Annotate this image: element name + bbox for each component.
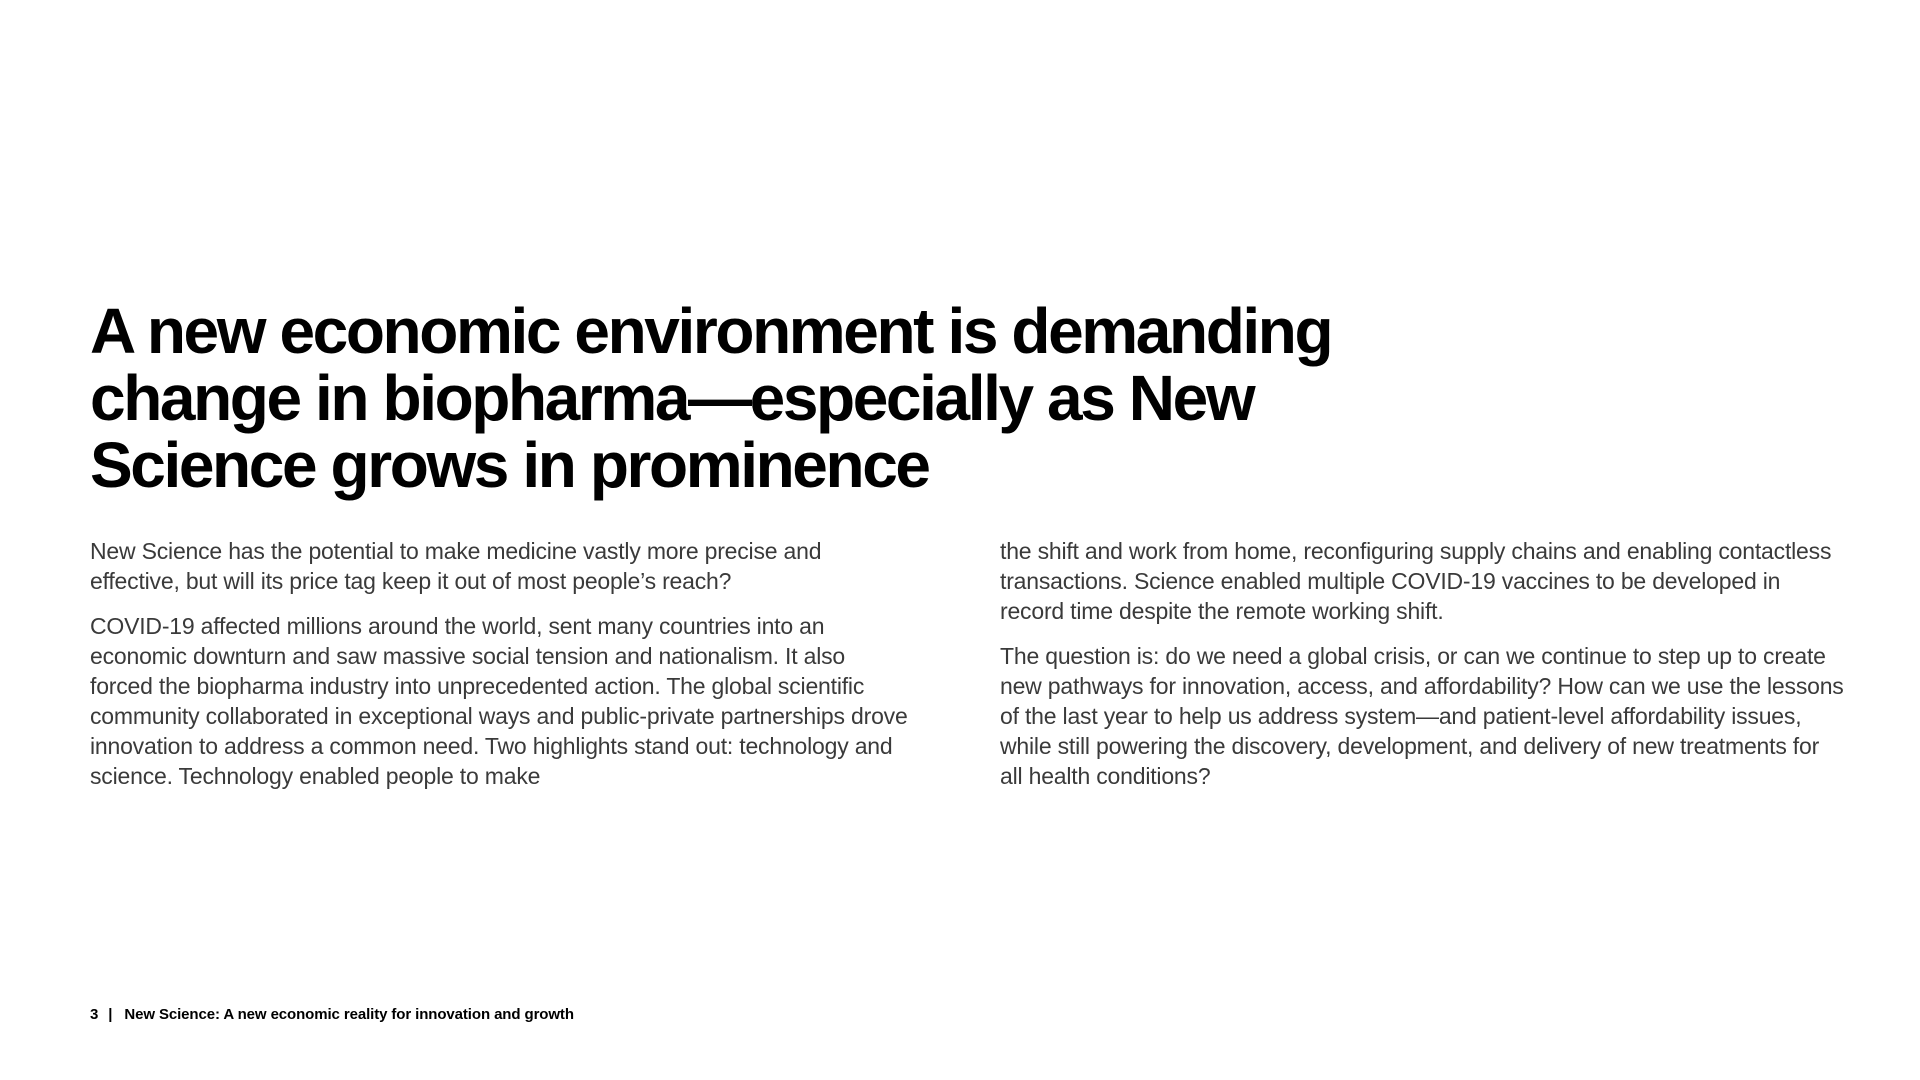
- footer-document-title: New Science: A new economic reality for innovation and growth: [124, 1006, 574, 1023]
- title-line-3: Science grows in prominence: [90, 429, 929, 501]
- page-number: 3: [90, 1006, 99, 1023]
- footer-separator: |: [108, 1006, 113, 1023]
- title-line-1: A new economic environment is demanding: [90, 295, 1332, 367]
- right-paragraph-2: The question is: do we need a global crisis, or can we continue to step up to create new pathways for innovation, access, and affordability? How can we use the lessons of the last year to help us address system—and patient-level affordability issues, while still powering the discovery, development, and delivery of new treatments for all health conditions?: [1000, 643, 1844, 789]
- page-footer: [90, 1006, 574, 1023]
- right-paragraph-1: the shift and work from home, reconfiguring supply chains and enabling contactless transactions. Science enabled multiple COVID-19 vaccines to be developed in record time despite the remote working shift.: [1000, 538, 1832, 624]
- page-title: [90, 295, 1570, 501]
- left-paragraph-1: New Science has the potential to make medicine vastly more precise and effective, but will its price tag keep it out of most people’s reach?: [90, 538, 822, 594]
- title-line-2: change in biopharma—especially as New: [90, 362, 1254, 434]
- right-text-column: [1000, 536, 1845, 806]
- left-paragraph-2: COVID-19 affected millions around the world, sent many countries into an economic downturn and saw massive social tension and nationalism. It also forced the biopharma industry into unprecedented action. The global scientific community collaborated in exceptional ways and public-private partnerships drove innovation to address a common need. Two highlights stand out: technology and science. Technology enabled people to make: [90, 613, 908, 789]
- left-text-column: [90, 536, 910, 806]
